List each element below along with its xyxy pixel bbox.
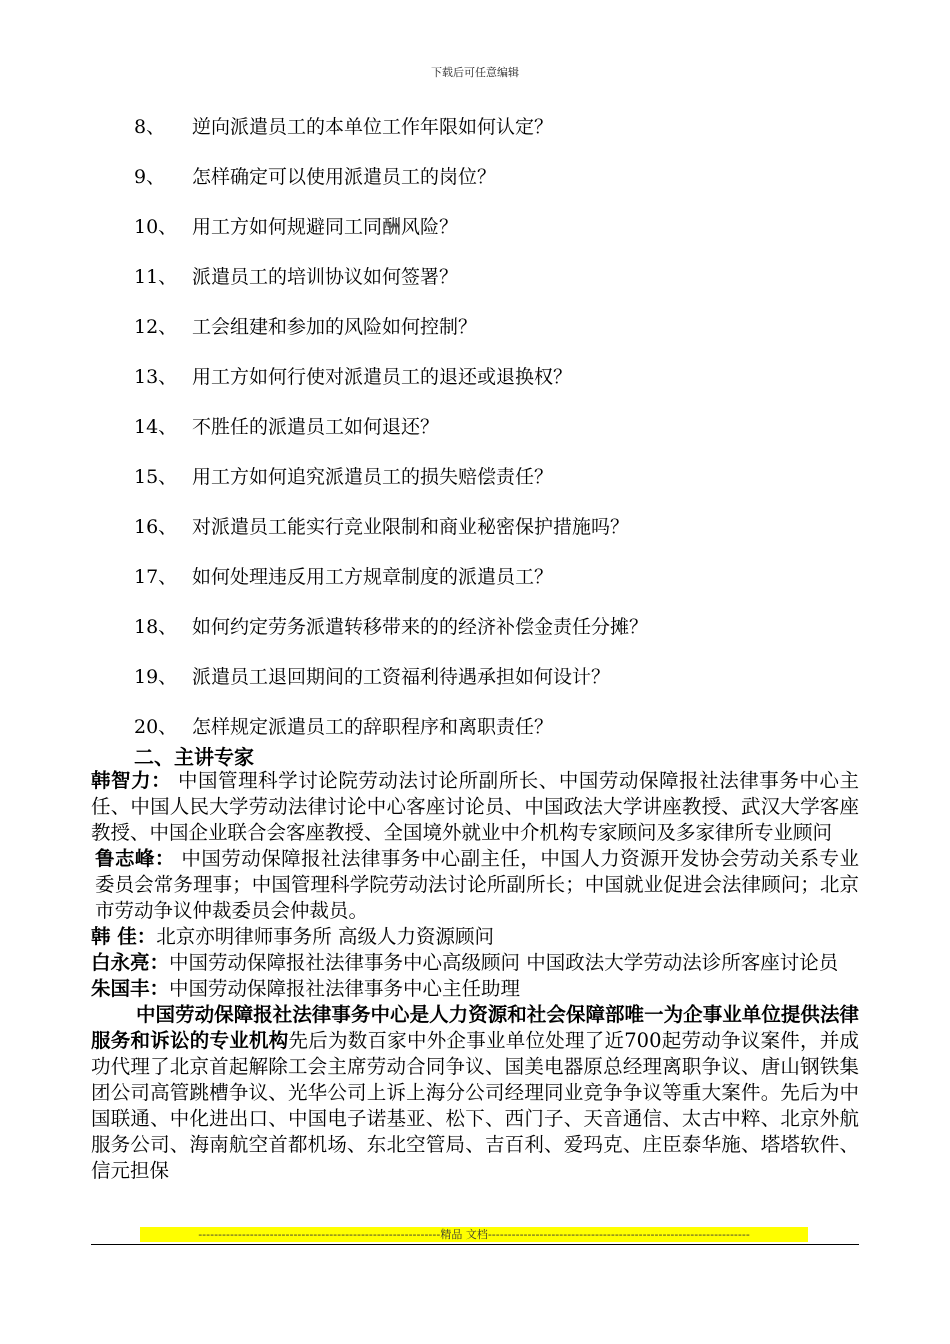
expert-name: 朱国丰： bbox=[91, 977, 170, 1000]
organization-paragraph bbox=[91, 1002, 859, 1184]
page-header: 下载后可任意编辑 bbox=[431, 66, 519, 79]
expert-bio: 中国管理科学讨论院劳动法讨论所副所长、中国劳动保障报社法律事务中心主任、中国人民大学劳动法律讨论中心客座讨论员、中国政法大学讲座教授、武汉大学客座教授、中国企业联合会客座教授、全国境外就业中介机构专家顾问及多家律所专业顾问 bbox=[91, 769, 859, 844]
expert-entry bbox=[91, 950, 859, 976]
question-list bbox=[134, 112, 854, 762]
expert-entry bbox=[91, 768, 859, 846]
item-text: 怎样规定派遣员工的辞职程序和离职责任？ bbox=[192, 716, 554, 738]
list-item bbox=[134, 412, 854, 462]
expert-entry bbox=[91, 924, 859, 950]
item-number: 15、 bbox=[134, 466, 178, 488]
list-item bbox=[134, 462, 854, 512]
list-item bbox=[134, 112, 854, 162]
item-number: 16、 bbox=[134, 516, 178, 538]
list-item bbox=[134, 162, 854, 212]
item-text: 如何约定劳务派遣转移带来的的经济补偿金责任分摊？ bbox=[192, 616, 649, 638]
item-number: 18、 bbox=[134, 616, 178, 638]
item-number: 17、 bbox=[134, 566, 178, 588]
expert-entry bbox=[91, 846, 859, 924]
expert-name: 白永亮： bbox=[91, 951, 170, 974]
expert-bio: 北京亦明律师事务所 高级人力资源顾问 bbox=[156, 925, 494, 948]
list-item bbox=[134, 562, 854, 612]
item-text: 怎样确定可以使用派遣员工的岗位？ bbox=[192, 166, 497, 188]
expert-name: 鲁志峰： bbox=[95, 847, 175, 870]
expert-bio: 中国劳动保障报社法律事务中心主任助理 bbox=[169, 977, 521, 1000]
footer-divider bbox=[91, 1244, 859, 1245]
item-text: 派遣员工退回期间的工资福利待遇承担如何设计？ bbox=[192, 666, 611, 688]
expert-bio: 中国劳动保障报社法律事务中心高级顾问 中国政法大学劳动法诊所客座讨论员 bbox=[169, 951, 839, 974]
expert-entry bbox=[91, 976, 859, 1002]
item-number: 12、 bbox=[134, 316, 178, 338]
item-text: 派遣员工的培训协议如何签署？ bbox=[192, 266, 459, 288]
organization-bold-text: 中国劳动保障报社法律事务中心是人力资源和社会保障部唯一为企事业单位提供法律服务和诉讼的专业机构 bbox=[91, 1003, 859, 1052]
list-item bbox=[134, 312, 854, 362]
item-number: 20、 bbox=[134, 716, 178, 738]
item-text: 用工方如何规避同工同酬风险？ bbox=[192, 216, 459, 238]
item-text: 用工方如何追究派遣员工的损失赔偿责任？ bbox=[192, 466, 554, 488]
item-text: 如何处理违反用工方规章制度的派遣员工？ bbox=[192, 566, 554, 588]
organization-text: 先后为数百家中外企事业单位处理了近700起劳动争议案件，并成功代理了北京首起解除工会主席劳动合同争议、国美电器原总经理离职争议、唐山钢铁集团公司高管跳槽争议、光华公司上诉上海分公司经理同业竞争争议等重大案件。先后为中国联通、中化进出口、中国电子诺基亚、松下、西门子、天音通信、太古中粹、北京外航服务公司、海南航空首都机场、东北空管局、吉百利、爱玛克、庄臣泰华施、塔塔软件、信元担保 bbox=[91, 1029, 859, 1182]
list-item bbox=[134, 662, 854, 712]
item-number: 19、 bbox=[134, 666, 178, 688]
experts-block bbox=[91, 768, 859, 1184]
item-text: 逆向派遣员工的本单位工作年限如何认定？ bbox=[192, 116, 554, 138]
item-number: 10、 bbox=[134, 216, 178, 238]
section-title: 二、主讲专家 bbox=[134, 745, 254, 769]
item-number: 11、 bbox=[134, 266, 178, 288]
footer-banner: -------------------------------------------------------------精品 文档------------------------------------------------------------------ bbox=[140, 1227, 808, 1242]
list-item bbox=[134, 512, 854, 562]
list-item bbox=[134, 212, 854, 262]
expert-name: 韩 佳： bbox=[91, 925, 157, 948]
item-text: 工会组建和参加的风险如何控制？ bbox=[192, 316, 478, 338]
item-text: 不胜任的派遣员工如何退还？ bbox=[192, 416, 440, 438]
list-item bbox=[134, 362, 854, 412]
item-number: 9、 bbox=[134, 166, 166, 188]
item-number: 8、 bbox=[134, 116, 166, 138]
expert-name: 韩智力： bbox=[91, 769, 172, 792]
expert-bio: 中国劳动保障报社法律事务中心副主任，中国人力资源开发协会劳动关系专业委员会常务理事；中国管理科学院劳动法讨论所副所长；中国就业促进会法律顾问；北京市劳动争议仲裁委员会仲裁员。 bbox=[95, 847, 859, 922]
item-text: 用工方如何行使对派遣员工的退还或退换权？ bbox=[192, 366, 573, 388]
list-item bbox=[134, 262, 854, 312]
item-text: 对派遣员工能实行竞业限制和商业秘密保护措施吗？ bbox=[192, 516, 630, 538]
list-item bbox=[134, 612, 854, 662]
item-number: 13、 bbox=[134, 366, 178, 388]
item-number: 14、 bbox=[134, 416, 178, 438]
